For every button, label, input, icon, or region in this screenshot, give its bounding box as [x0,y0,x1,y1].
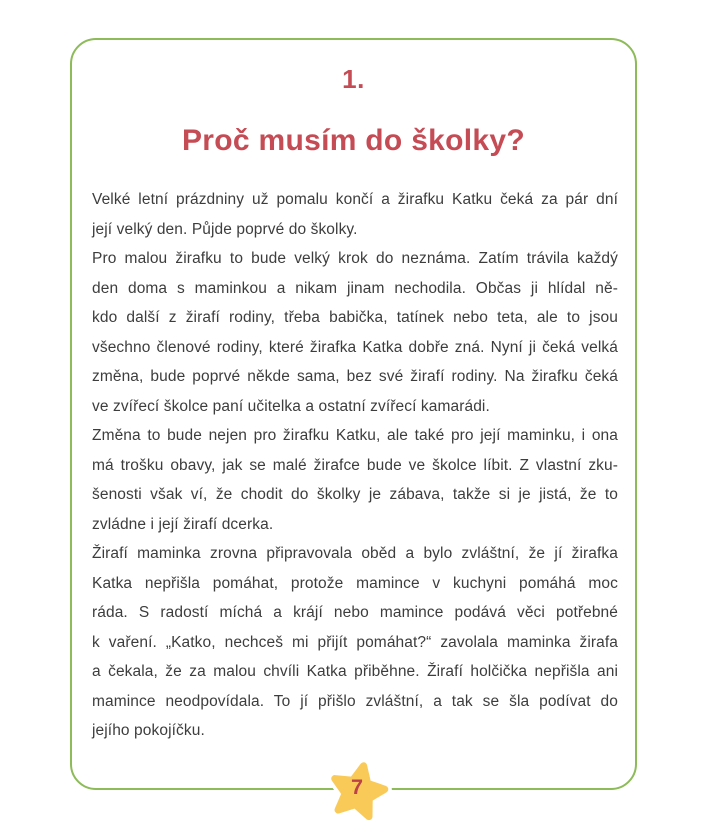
text-line: zvládne i její žirafí dcerka. [92,515,274,533]
text-line: Pro malou žirafku to bude velký krok do neznáma. Zatím trávila každý [92,250,618,267]
text-line: ráda. S radostí míchá a krájí nebo mamince podává věci potřebné [92,604,618,621]
text-line: všechno členové rodiny, které žirafka Katka dobře zná. Nyní ji čeká velká [92,338,618,356]
text-line: kdo další z žirafí rodiny, třeba babička, tatínek nebo teta, ale to jsou [92,309,618,326]
text-line: k vaření. „Katko, nechceš mi přijít pomáhat?“ zavolala maminka žirafa [92,633,618,651]
page-number: 7 [350,774,363,800]
text-line: a čekala, že za malou chvíli Katka přiběhne. Žirafí holčička nepřišla ani [92,663,618,680]
text-line: jejího pokojíčku. [92,722,205,739]
text-line: šenosti však ví, že chodit do školky je zábava, takže si je jistá, že to [92,486,618,503]
text-line: Velké letní prázdniny už pomalu končí a žirafku Katku čeká za pár dní [92,191,618,208]
star-icon [322,755,394,827]
text-line: mamince neodpovídala. To jí přišlo zvláštní, a tak se šla podívat do [92,692,618,710]
text-line: den doma s maminkou a nikam jinam nechodila. Občas ji hlídal ně- [92,279,618,297]
chapter-number: 1. [342,64,365,94]
text-line: má trošku obavy, jak se malé žirafce bude ve školce líbit. Z vlastní zku- [92,456,618,474]
text-line: ve zvířecí školce paní učitelka a ostatní zvířecí kamarádi. [92,397,490,415]
chapter-title: Proč musím do školky? [181,124,526,157]
text-line: změna, bude poprvé někde sama, bez své žirafí rodiny. Na žirafku čeká [92,368,618,385]
text-line: její velký den. Půjde poprvé do školky. [92,220,358,238]
story-text [92,185,618,746]
text-line: Změna to bude nejen pro žirafku Katku, ale také pro její maminku, i ona [92,427,618,444]
text-line: Katka nepřišla pomáhat, protože mamince v kuchyni pomáhá moc [92,574,618,592]
text-line: Žirafí maminka zrovna připravovala oběd a bylo zvláštní, že jí žirafka [92,545,618,562]
page-number-star [322,755,394,827]
